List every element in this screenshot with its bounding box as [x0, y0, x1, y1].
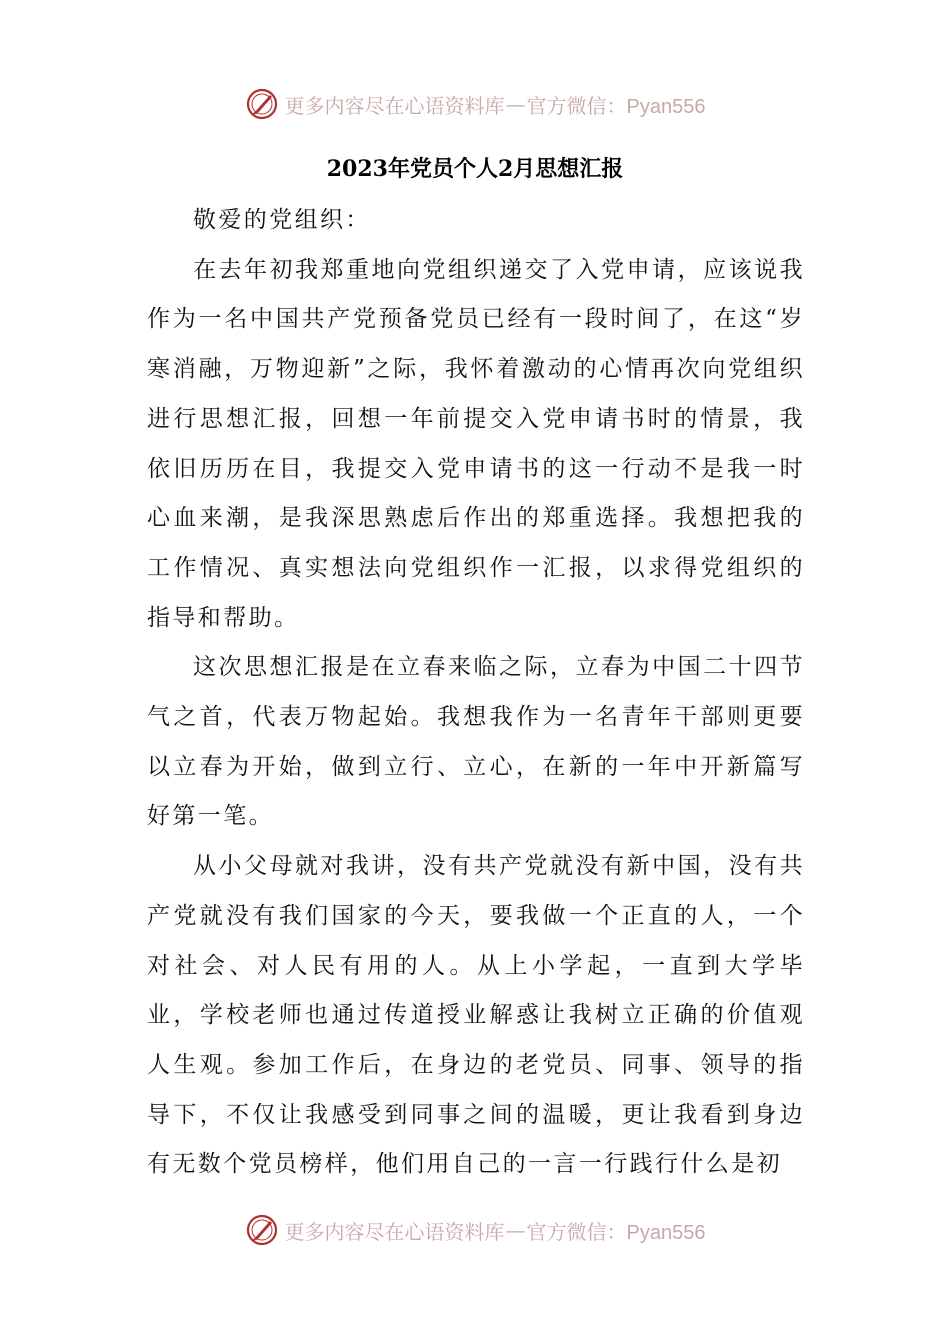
header-banner[interactable] — [0, 84, 950, 124]
paragraph-2: 这次思想汇报是在立春来临之际，立春为中国二十四节气之首，代表万物起始。我想我作为一名青年干部则更要以立春为开始，做到立行、立心，在新的一年中开新篇写好第一笔。 — [147, 654, 805, 830]
header-banner-text: 更多内容尽在心语资料库 — [284, 93, 505, 118]
document-body — [147, 196, 805, 1190]
paragraph-1: 在去年初我郑重地向党组织递交了入党申请，应该说我作为一名中国共产党预备党员已经有一段时间了，在这“岁寒消融，万物迎新”之际，我怀着激动的心情再次向党组织进行思想汇报，回想一年前提交入党申请书时的情景，我依旧历历在目，我提交入党申请书的这一行动不是我一时心血来潮，是我深思熟虑后作出的郑重选择。我想把我的工作情况、真实想法向党组织作一汇报，以求得党组织的指导和帮助。 — [147, 256, 805, 631]
quill-seal-icon — [245, 87, 279, 121]
paragraph-3: 从小父母就对我讲，没有共产党就没有新中国，没有共产党就没有我们国家的今天，要我做一个正直的人，一个对社会、对人民有用的人。从上小学起，一直到大学毕业，学校老师也通过传道授业解惑让我树立正确的价值观人生观。参加工作后，在身边的老党员、同事、领导的指导下，不仅让我感受到同事之间的温暖，更让我看到身边有无数个党员榜样，他们用自己的一言一行践行什么是初 — [147, 853, 805, 1178]
header-banner-dash: — — [505, 92, 526, 116]
document-title: 2023年党员个人2月思想汇报 — [326, 156, 624, 182]
footer-banner-dash: — — [505, 1218, 526, 1242]
footer-banner-text: 更多内容尽在心语资料库 — [284, 1219, 505, 1244]
header-banner-wechat: 官方微信：Pyan556 — [526, 95, 706, 118]
footer-banner-wechat: 官方微信：Pyan556 — [526, 1221, 706, 1244]
quill-seal-icon — [245, 1213, 279, 1247]
footer-banner[interactable] — [0, 1210, 950, 1250]
salutation: 敬爱的党组织： — [193, 207, 371, 233]
